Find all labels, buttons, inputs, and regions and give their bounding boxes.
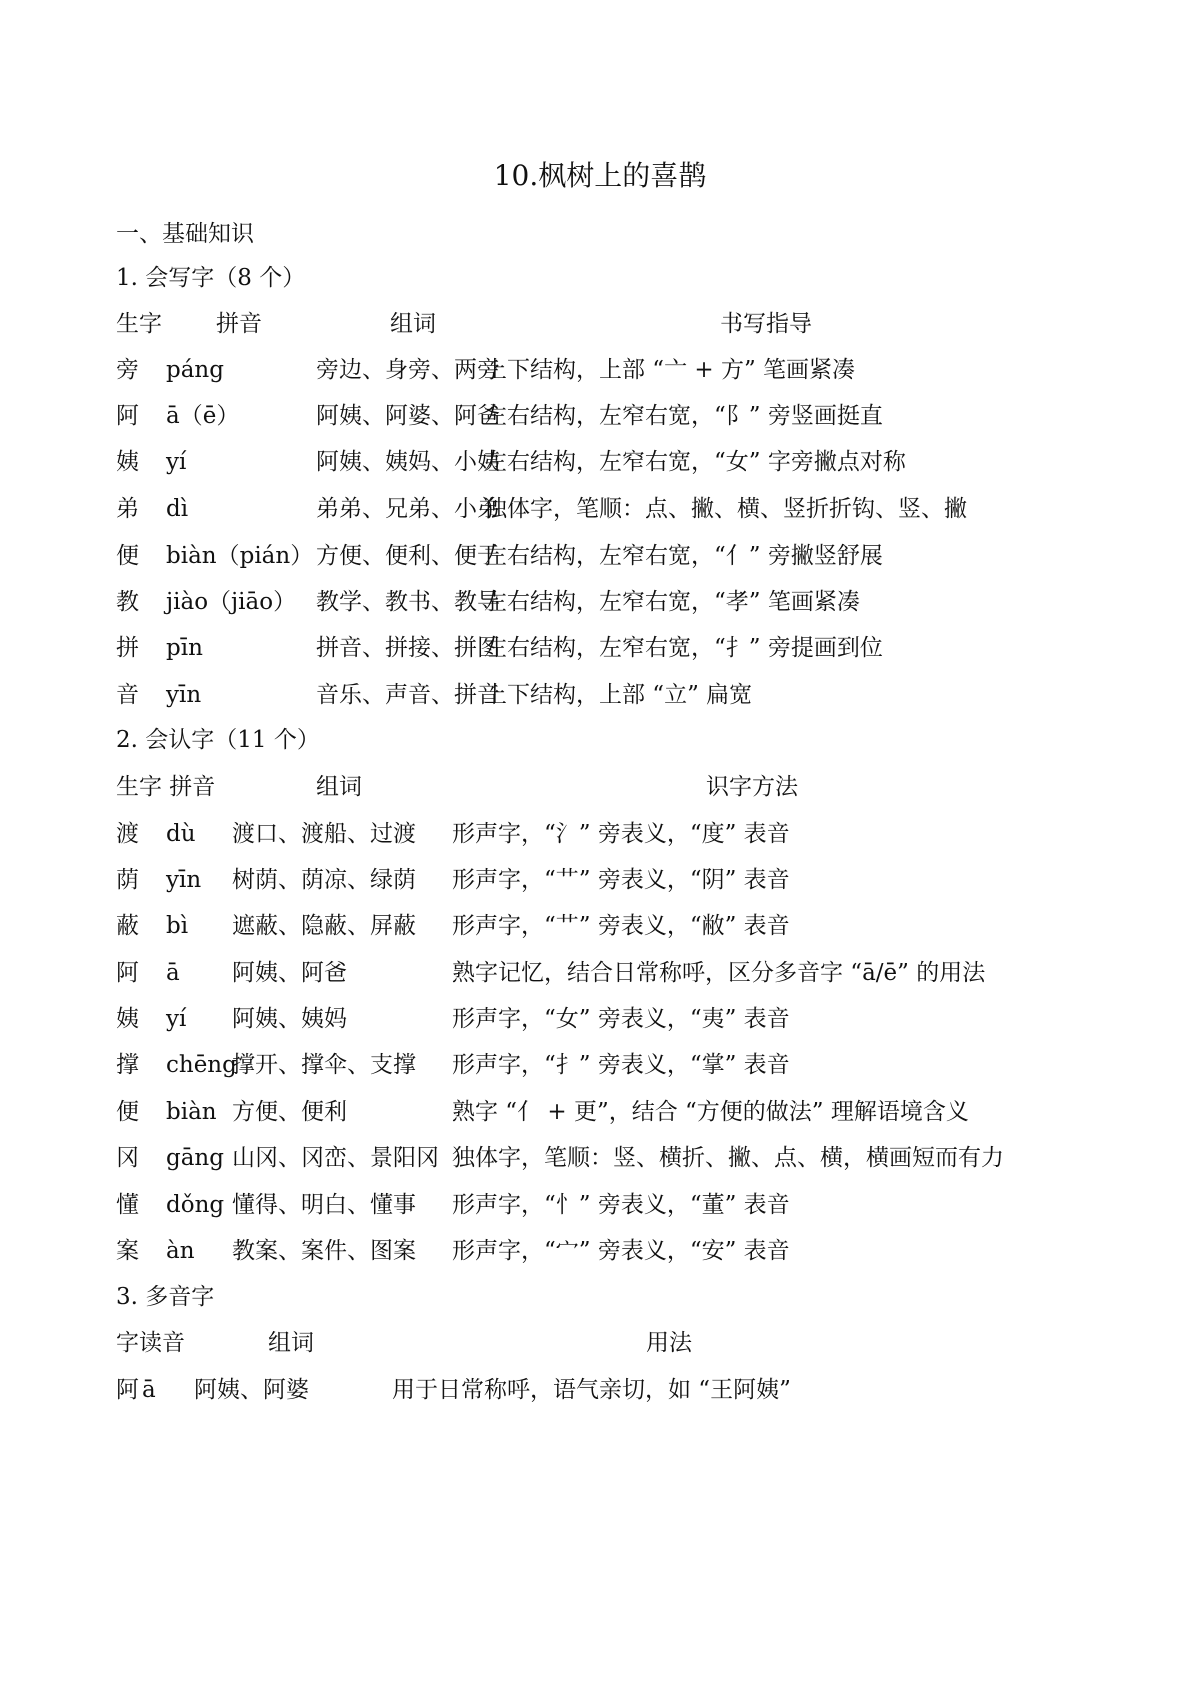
row-words: 树荫、荫凉、绿荫 [232, 867, 416, 893]
row-words: 遮蔽、隐蔽、屏蔽 [232, 913, 416, 939]
row-pinyin: ā [166, 960, 180, 986]
polyphonic-heading: 3. 多音字 [116, 1284, 215, 1310]
row-char: 渡 [116, 821, 139, 847]
row-char: 音 [116, 682, 139, 708]
table-row [116, 628, 1116, 668]
row-char: 旁 [116, 357, 139, 383]
row-pinyin: gāng [166, 1145, 224, 1171]
col-header-pinyin: 拼音 [216, 311, 262, 337]
table-row [116, 396, 1116, 436]
row-words: 懂得、明白、懂事 [232, 1192, 416, 1218]
row-words: 阿姨、阿婆 [194, 1377, 309, 1403]
document-title: 10.枫树上的喜鹊 [493, 159, 707, 192]
col-header-char: 生字 [116, 311, 162, 337]
row-guide: 上下结构，上部 “立” 扁宽 [484, 682, 753, 708]
row-char: 便 [116, 543, 139, 569]
row-guide: 左右结构，左窄右宽，“孝” 笔画紧凑 [484, 589, 860, 615]
row-guide: 左右结构，左窄右宽，“扌” 旁提画到位 [484, 635, 883, 661]
table-row [116, 1092, 1116, 1132]
col-header-usage: 用法 [646, 1330, 692, 1356]
row-guide: 左右结构，左窄右宽，“亻” 旁撇竖舒展 [484, 543, 883, 569]
row-method: 熟字 “亻 + 更”，结合 “方便的做法” 理解语境含义 [452, 1099, 969, 1125]
row-pinyin: bì [166, 913, 189, 939]
recognize-heading: 2. 会认字（11 个） [116, 727, 320, 753]
row-char: 案 [116, 1238, 139, 1264]
col-header-words: 组词 [316, 774, 362, 800]
row-words: 阿姨、姨妈 [232, 1006, 347, 1032]
row-guide: 左右结构，左窄右宽，“女” 字旁撇点对称 [484, 449, 906, 475]
row-char: 懂 [116, 1192, 139, 1218]
row-char: 阿 [116, 403, 139, 429]
row-char: 阿 [116, 1377, 139, 1403]
table-row [116, 536, 1116, 576]
row-pinyin: ā [142, 1377, 156, 1403]
table-row [116, 1045, 1116, 1085]
row-method: 形声字，“扌” 旁表义，“掌” 表音 [452, 1052, 790, 1078]
table-row [116, 1231, 1116, 1271]
recognize-table-header [116, 767, 1116, 807]
table-row [116, 1185, 1116, 1225]
row-char: 撑 [116, 1052, 139, 1078]
row-guide: 上下结构，上部 “亠 + 方” 笔画紧凑 [484, 357, 856, 383]
table-row [116, 999, 1116, 1039]
row-method: 形声字，“艹” 旁表义，“阴” 表音 [452, 867, 790, 893]
row-guide: 左右结构，左窄右宽，“阝” 旁竖画挺直 [484, 403, 883, 429]
row-method: 形声字，“氵” 旁表义，“度” 表音 [452, 821, 790, 847]
row-usage: 用于日常称呼，语气亲切，如 “王阿姨” [392, 1377, 791, 1403]
row-pinyin: yīn [166, 682, 202, 708]
col-header-guide: 书写指导 [720, 311, 812, 337]
row-pinyin: páng [166, 357, 224, 383]
row-words: 渡口、渡船、过渡 [232, 821, 416, 847]
table-row [116, 350, 1116, 390]
row-pinyin: yí [166, 1006, 187, 1032]
table-row [116, 906, 1116, 946]
row-char: 蔽 [116, 913, 139, 939]
row-words: 山冈、冈峦、景阳冈 [232, 1145, 439, 1171]
row-char: 阿 [116, 960, 139, 986]
row-method: 形声字，“女” 旁表义，“夷” 表音 [452, 1006, 790, 1032]
row-words: 方便、便利 [232, 1099, 347, 1125]
row-method: 熟字记忆，结合日常称呼，区分多音字 “ā/ē” 的用法 [452, 960, 986, 986]
row-words: 音乐、声音、拼音 [316, 682, 500, 708]
writing-heading: 1. 会写字（8 个） [116, 265, 306, 291]
section-heading-basics: 一、基础知识 [116, 221, 254, 247]
table-row [116, 489, 1116, 529]
row-pinyin: chēng [166, 1052, 237, 1078]
row-pinyin: dǒng [166, 1192, 225, 1218]
row-words: 撑开、撑伞、支撑 [232, 1052, 416, 1078]
row-words: 拼音、拼接、拼图 [316, 635, 500, 661]
row-char: 姨 [116, 449, 139, 475]
table-row [116, 1138, 1116, 1178]
row-char: 教 [116, 589, 139, 615]
col-header-words: 组词 [268, 1330, 314, 1356]
table-row [116, 860, 1116, 900]
row-pinyin: biàn（pián） [166, 543, 314, 569]
table-row [116, 675, 1116, 715]
row-method: 形声字，“宀” 旁表义，“安” 表音 [452, 1238, 790, 1264]
polyphonic-table-header [116, 1323, 1116, 1363]
row-pinyin: jiào（jiāo） [166, 589, 297, 615]
row-words: 阿姨、阿爸 [232, 960, 347, 986]
row-pinyin: dù [166, 821, 196, 847]
table-row [116, 814, 1116, 854]
row-char: 拼 [116, 635, 139, 661]
row-pinyin: dì [166, 496, 189, 522]
row-char: 弟 [116, 496, 139, 522]
row-pinyin: yí [166, 449, 187, 475]
row-words: 旁边、身旁、两旁 [316, 357, 500, 383]
row-words: 阿姨、阿婆、阿爸 [316, 403, 500, 429]
row-method: 形声字，“艹” 旁表义，“敝” 表音 [452, 913, 790, 939]
row-char: 姨 [116, 1006, 139, 1032]
table-row [116, 442, 1116, 482]
row-method: 独体字，笔顺：竖、横折、撇、点、横，横画短而有力 [452, 1145, 1004, 1171]
row-words: 教学、教书、教导 [316, 589, 500, 615]
row-char: 便 [116, 1099, 139, 1125]
row-words: 教案、案件、图案 [232, 1238, 416, 1264]
row-pinyin: pīn [166, 635, 203, 661]
row-words: 阿姨、姨妈、小姨 [316, 449, 500, 475]
table-row [116, 953, 1116, 993]
col-header-char-reading: 字读音 [116, 1330, 185, 1356]
row-pinyin: biàn [166, 1099, 217, 1125]
row-words: 弟弟、兄弟、小弟 [316, 496, 500, 522]
col-header-method: 识字方法 [706, 774, 798, 800]
row-pinyin: yīn [166, 867, 202, 893]
row-pinyin: àn [166, 1238, 195, 1264]
table-row [116, 1370, 1116, 1410]
table-row [116, 582, 1116, 622]
row-char: 荫 [116, 867, 139, 893]
row-guide: 独体字，笔顺：点、撇、横、竖折折钩、竖、撇 [484, 496, 967, 522]
writing-table-header [116, 304, 1116, 344]
col-header-char-pinyin: 生字 拼音 [116, 774, 216, 800]
row-method: 形声字，“忄” 旁表义，“董” 表音 [452, 1192, 790, 1218]
row-pinyin: ā（ē） [166, 403, 240, 429]
row-words: 方便、便利、便于 [316, 543, 500, 569]
row-char: 冈 [116, 1145, 139, 1171]
col-header-words: 组词 [390, 311, 436, 337]
